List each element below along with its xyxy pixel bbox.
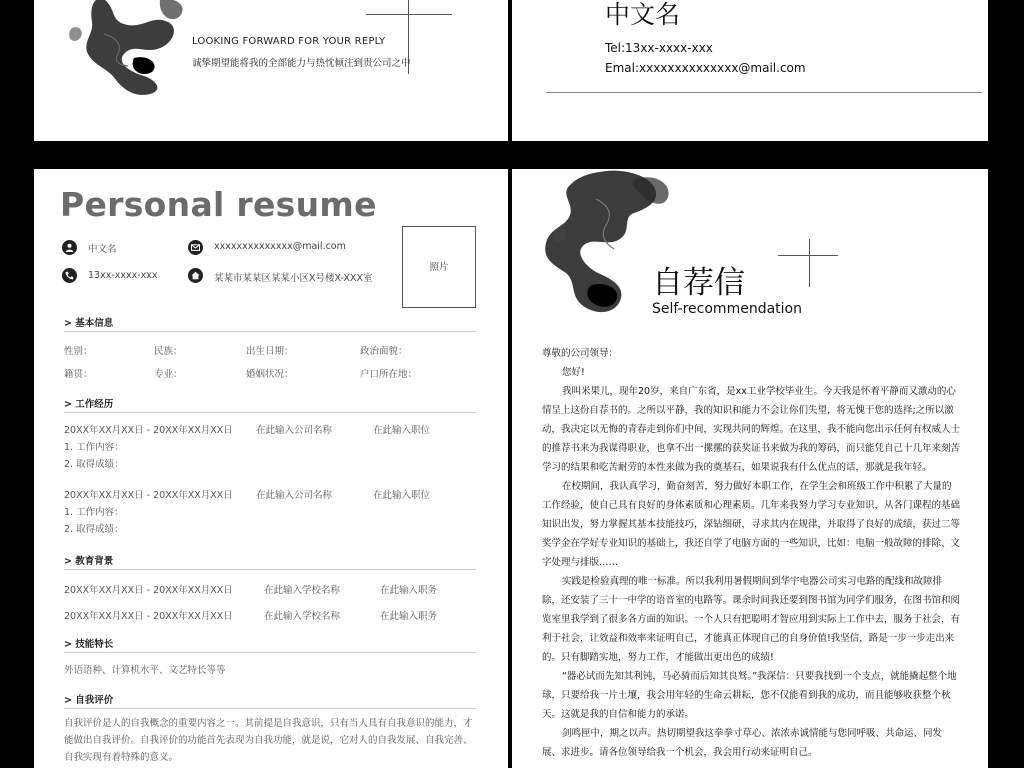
section-education (64, 553, 476, 570)
work-company: 在此输入公司名称 (256, 425, 333, 436)
self-evaluation-text: 自我评价是人的自我概念的重要内容之一。其前提是自我意识，只有当人具有自我意识的能力，才能做出自我评价。自我评价的功能首先表现为自我功能，就是说，它对人的自我发展、自我完善、自我实现有着特殊的意义。 (64, 718, 473, 763)
field-label: 政治面貌： (360, 346, 408, 357)
field-label: 民族： (154, 346, 183, 357)
letter-hello: 您好! (562, 367, 585, 378)
letter-paragraph: 在校期间，我认真学习，勤奋刻苦，努力做好本职工作，在学生会和班级工作中积累了大量的工作经验，使自己具有良好的身体素质和心理素质。几年来我努力学习专业知识，从各门课程的基础知识出发，努力掌握其基本技能技巧，深钻细研，寻求其内在规律，并取得了良好的成绩，获过二等奖学金在学好专业知识的基础上，我还自学了电脑方面的一些知识，比如：电脑一般故障的排除、文字处理与排版…… (542, 481, 961, 568)
section-title: 基本信息 (75, 318, 114, 329)
field-label: 出生日期： (246, 346, 294, 357)
resume-title: Personal resume (60, 185, 377, 224)
work-result: 2. 取得成绩： (64, 459, 124, 470)
skills-text: 外语语种、计算机水平、文艺特长等等 (64, 665, 226, 676)
photo-placeholder (402, 226, 476, 308)
resume-page (34, 169, 508, 768)
home-icon (188, 268, 203, 283)
reply-tagline-cn: 诚挚期望能将我的全部能力与热忱倾注到贵公司之中 (192, 58, 411, 69)
work-position: 在此输入职位 (373, 425, 431, 436)
work-result: 2. 取得成绩： (64, 524, 124, 535)
field-label: 专业： (154, 369, 183, 380)
letter-title: 自荐信 (652, 265, 745, 301)
back-cover-fragment (512, 0, 988, 141)
section-title: 工作经历 (75, 399, 114, 410)
mail-icon (188, 240, 203, 255)
section-title: 自我评价 (75, 695, 114, 706)
chevron-right-icon: > (64, 639, 72, 650)
edu-role: 在此输入职务 (380, 611, 438, 622)
photo-label: 照片 (429, 262, 449, 273)
cross-line-vertical (809, 239, 810, 287)
letter-page (512, 169, 988, 768)
reply-tagline: LOOKING FORWARD FOR YOUR REPLY (192, 36, 386, 47)
edu-date: 20XX年XX月XX日 - 20XX年XX月XX日 (64, 585, 233, 596)
work-date: 20XX年XX月XX日 - 20XX年XX月XX日 (64, 490, 233, 501)
contact-address: 某某市某某区某某小区X号楼X-XXX室 (214, 273, 373, 284)
divider (546, 92, 982, 93)
back-cover-name: 中文名 (605, 0, 681, 29)
section-skills (64, 636, 476, 653)
field-label: 性别： (64, 346, 93, 357)
work-position: 在此输入职位 (373, 490, 431, 501)
edu-school: 在此输入学校名称 (264, 611, 341, 622)
person-icon (62, 240, 77, 255)
contact-phone: 13xx-xxxx-xxx (88, 270, 158, 281)
work-content: 1. 工作内容： (64, 442, 124, 453)
cross-line-horizontal (366, 14, 452, 15)
letter-paragraph: “器必试而先知其利钝，马必骑而后知其良驽。”我深信：只要我找到一个支点，就能撬起整个地球，只要给我一片土壤，我会用年轻的生命云耕耘，您不仅能看到我的成功，而且能够收获整个秋天。这就是我的自信和能力的承诺。 (542, 671, 957, 720)
letter-paragraph: 我叫米果儿，现年20岁，来自广东省，是xx工业学校毕业生。今天我是怀着平静而又激动的心情呈上这份自荐书的。之所以平静，我的知识和能力不会让你们失望，将无愧于您的选择;之所以激动，我决定以无悔的青春走到你们中间，实现共同的辉煌。在这里，我不能向您出示任何有权威人士的推荐书来为我谋得职业，也拿不出一摞摞的获奖证书来做为我的筹码，而只能凭自己十几年来刻苦学习的结果和吃苦耐劳的本性来做为我的奠基石，如果说我有什么优点的话，那就是我年轻。 (542, 386, 961, 473)
section-work (64, 396, 476, 413)
field-label: 户口所在地： (360, 369, 418, 380)
ink-smoke-decoration (64, 0, 214, 98)
chevron-right-icon: > (64, 399, 72, 410)
edu-role: 在此输入职务 (380, 585, 438, 596)
contact-email: xxxxxxxxxxxxxx@mail.com (214, 241, 346, 252)
letter-body (542, 344, 960, 762)
letter-paragraph: 实践是检验真理的唯一标准。所以我利用暑假期间到华宇电器公司实习电路的配线和故障排除，还安装了三十一中学的语音室的电路等。课余时间我还要到图书馆为同学们服务，在图书馆和阅览室里我学到了很多各方面的知识。一个人只有把聪明才智应用到实际上工作中去，服务于社会，有利于社会，让效益和效率来证明自己，才能真正体现自己的自身价值!我坚信，路是一步一步走出来的。只有脚踏实地，努力工作，才能做出更出色的成绩! (542, 576, 961, 663)
section-self-evaluation (64, 692, 476, 709)
cover-page-fragment (34, 0, 508, 141)
work-company: 在此输入公司名称 (256, 490, 333, 501)
letter-paragraph: 剑鸣匣中，期之以声。热切期望我这拳拳寸草心、浓浓赤诚情能与您同呼吸、共命运、同发展、求进步。请各位领导给我一个机会，我会用行动来证明自己。 (542, 728, 943, 758)
field-label: 籍贯： (64, 369, 93, 380)
section-title: 教育背景 (75, 556, 114, 567)
letter-subtitle: Self-recommendation (652, 301, 802, 317)
cross-line-horizontal (778, 255, 838, 256)
phone-icon (62, 268, 77, 283)
back-cover-tel: Tel:13xx-xxxx-xxx (605, 41, 713, 55)
work-date: 20XX年XX月XX日 - 20XX年XX月XX日 (64, 425, 233, 436)
section-title: 技能特长 (75, 639, 114, 650)
chevron-right-icon: > (64, 695, 72, 706)
field-label: 婚姻状况： (246, 369, 294, 380)
section-basic-info (64, 315, 476, 332)
work-content: 1. 工作内容： (64, 507, 124, 518)
back-cover-email: Emal:xxxxxxxxxxxxxx@mail.com (605, 61, 806, 75)
edu-school: 在此输入学校名称 (264, 585, 341, 596)
chevron-right-icon: > (64, 556, 72, 567)
letter-greeting: 尊敬的公司领导： (542, 348, 619, 359)
contact-name: 中文名 (88, 244, 117, 255)
edu-date: 20XX年XX月XX日 - 20XX年XX月XX日 (64, 611, 233, 622)
chevron-right-icon: > (64, 318, 72, 329)
